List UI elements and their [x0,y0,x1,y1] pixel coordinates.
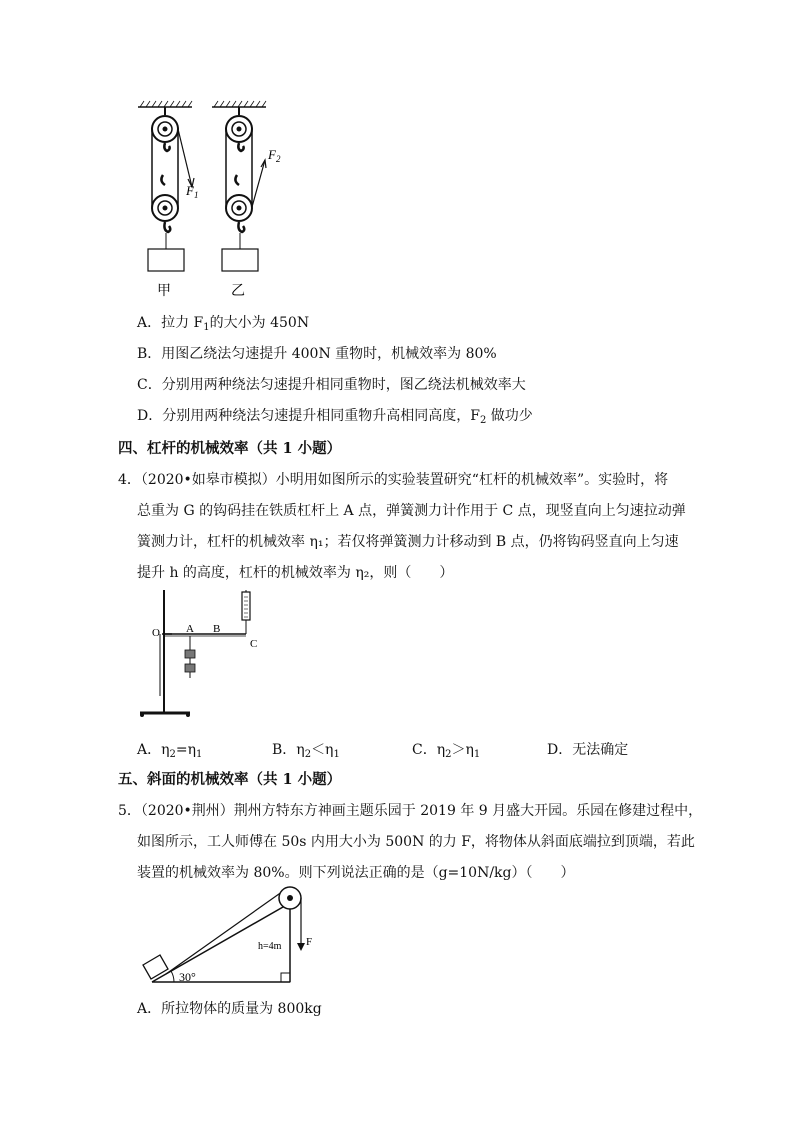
q4-line-2: 总重为 G 的钩码挂在铁质杠杆上 A 点，弹簧测力计作用于 C 点，现竖直向上匀速拉动弹 [137,503,686,519]
q3-option-d: D．分别用两种绕法匀速提升相同重物升高相同高度，$F_2$ 做功少 [137,408,533,426]
height-label: h=4m [258,941,282,952]
section-4-title: 四、杠杆的机械效率（共 1 小题） [118,440,342,457]
q4-line-1: 4．（2020•如皋市模拟）小明用如图所示的实验装置研究“杠杆的机械效率”。实验时，将 [118,472,669,488]
q3-option-c: C．分别用两种绕法匀速提升相同重物时，图乙绕法机械效率大 [137,377,526,393]
q4-option-d: D．无法确定 [547,742,629,758]
q4-line-4: 提升 h 的高度，杠杆的机械效率为 η₂，则（ ） [137,565,454,581]
point-o: O [152,627,160,639]
force-label: F [306,936,313,948]
f1-label: $F_1$ [186,183,199,200]
q4-option-c: C．$\eta_2>\eta_1$ [412,742,481,760]
pulley-figure [130,95,280,305]
q4-option-a: A．$\eta_2=\eta_1$ [137,742,203,760]
q5-option-a: A．所拉物体的质量为 800kg [137,1001,322,1017]
right-label: 乙 [231,284,245,299]
q3-option-b: B．用图乙绕法匀速提升 400N 重物时，机械效率为 80% [137,346,497,362]
incline-figure [138,885,328,990]
f2-label: $F_2$ [268,147,281,164]
q4-line-3: 簧测力计，杠杆的机械效率 η₁；若仅将弹簧测力计移动到 B 点，仍将钩码竖直向上匀速 [137,534,679,550]
point-a: A [186,623,194,635]
q4-option-b: B．$\eta_2<\eta_1$ [272,742,340,760]
lever-figure [138,590,268,725]
q5-line-3: 装置的机械效率为 80%。则下列说法正确的是（g=10N/kg）（ ） [137,865,575,881]
left-label: 甲 [157,284,171,299]
q3-option-a: A．拉力 $F_1$的大小为 450N [137,315,310,333]
angle-label: 30° [179,970,196,984]
point-b: B [213,623,221,635]
q5-line-1: 5．（2020•荆州）荆州方特东方神画主题乐园于 2019 年 9 月盛大开园。乐园在修建过程中， [118,803,703,819]
q5-line-2: 如图所示，工人师傅在 50s 内用大小为 500N 的力 F，将物体从斜面底端拉到顶端，若此 [137,834,695,850]
section-5-title: 五、斜面的机械效率（共 1 小题） [118,771,342,788]
point-c: C [250,638,258,650]
